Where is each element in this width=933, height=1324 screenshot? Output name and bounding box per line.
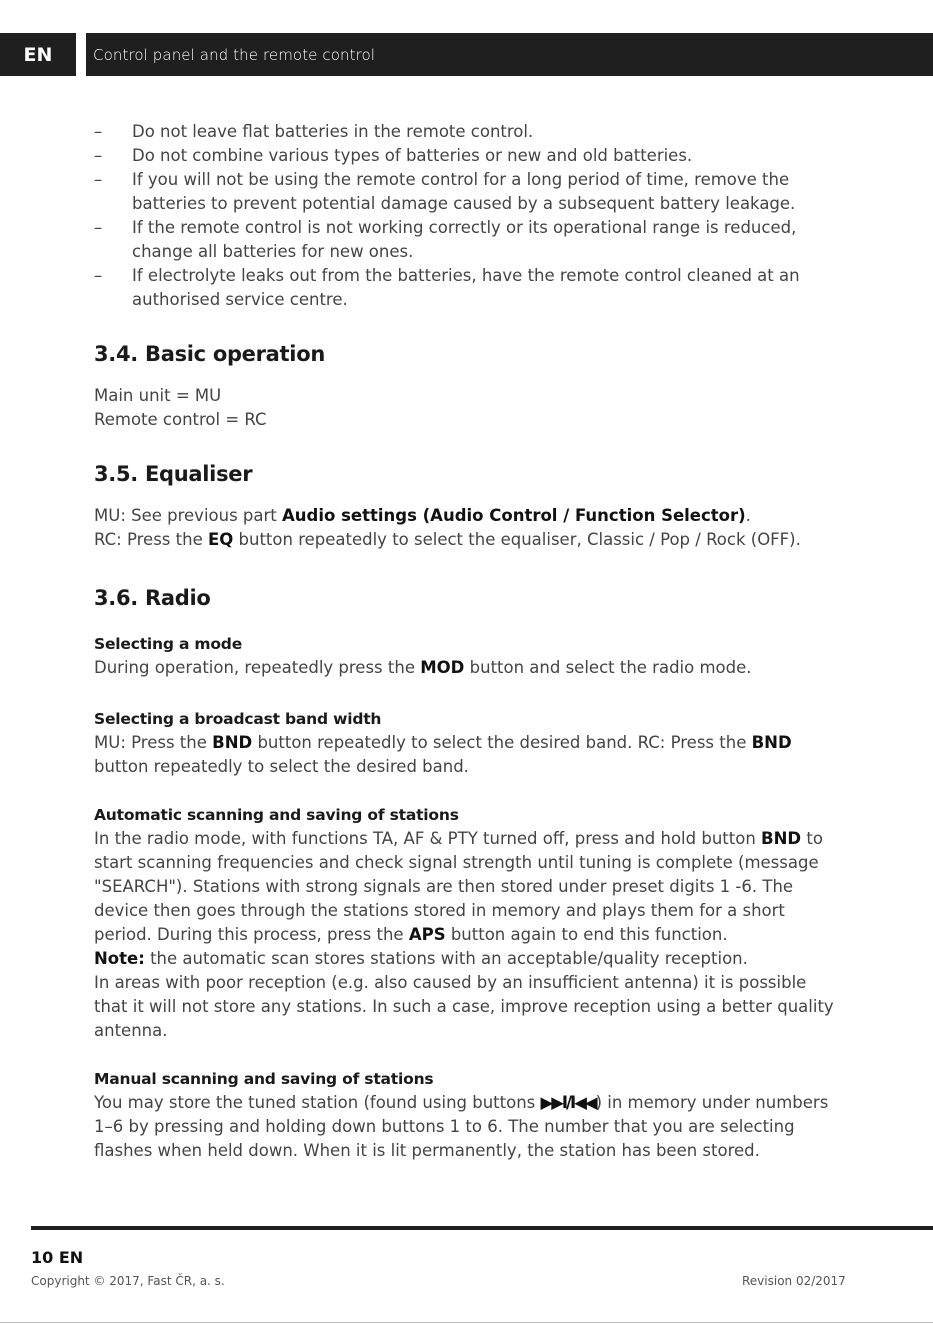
section-radio	[94, 586, 839, 1163]
subheading-band-width: Selecting a broadcast band width	[94, 710, 382, 728]
revision: Revision 02/2017	[742, 1274, 846, 1288]
equaliser-rc-text: RC: Press the EQ button repeatedly to select the equaliser, Classic / Pop / Rock (OFF).	[94, 530, 801, 549]
section-heading: 3.6. Radio	[94, 586, 211, 610]
bottom-rule	[0, 1322, 933, 1323]
header-title: Control panel and the remote control	[93, 46, 376, 64]
manual-scan-text: You may store the tuned station (found using buttons ▶▶I/I◀◀) in memory under numbers 1–6 by pressing and holding down buttons 1 to 6. The number that you are selecting flashes when held down. When it is lit permanently, the station has been stored.	[94, 1093, 829, 1160]
list-item: – If the remote control is not working correctly or its operational range is reduced, change all batteries for new ones.	[94, 218, 797, 261]
language-tab: EN	[0, 33, 86, 76]
section-heading: 3.4. Basic operation	[94, 342, 325, 366]
band-text: MU: Press the BND button repeatedly to select the desired band. RC: Press the BND button repeatedly to select the desired band.	[94, 733, 792, 776]
subheading-automatic-scanning: Automatic scanning and saving of stations	[94, 806, 459, 824]
page-number: 10 EN	[31, 1248, 84, 1267]
subheading-manual-scanning: Manual scanning and saving of stations	[94, 1070, 434, 1088]
list-item: – If electrolyte leaks out from the batteries, have the remote control cleaned at an authorised service centre.	[94, 266, 800, 309]
section-equaliser	[94, 462, 839, 552]
section-heading: 3.5. Equaliser	[94, 462, 253, 486]
list-item: – Do not combine various types of batteries or new and old batteries.	[94, 146, 693, 165]
page-content	[94, 120, 839, 1160]
section-basic-operation	[94, 342, 839, 432]
mode-text: During operation, repeatedly press the MOD button and select the radio mode.	[94, 658, 752, 677]
basic-line-rc: Remote control = RC	[94, 410, 267, 429]
list-item: – Do not leave flat batteries in the remote control.	[94, 122, 534, 141]
seek-buttons-icon: ▶▶I/I◀◀	[540, 1093, 596, 1112]
subheading-selecting-mode: Selecting a mode	[94, 635, 243, 653]
list-item: – If you will not be using the remote control for a long period of time, remove the batteries to prevent potential damage caused by a subsequent battery leakage.	[94, 170, 796, 213]
poor-reception-text: In areas with poor reception (e.g. also caused by an insufficient antenna) it is possible that it will not store any stations. In such a case, improve reception using a better quality antenna.	[94, 973, 834, 1040]
battery-warnings-list	[94, 120, 839, 312]
copyright: Copyright © 2017, Fast ČR, a. s.	[31, 1274, 225, 1288]
equaliser-mu-text: MU: See previous part Audio settings (Audio Control / Function Selector).	[94, 506, 751, 525]
auto-scan-text: In the radio mode, with functions TA, AF & PTY turned off, press and hold button BND to start scanning frequencies and check signal strength until tuning is complete (message "SEARCH"). Stations with strong signals are then stored under preset digits 1 -6. The device then goes through the stations stored in memory and plays them for a short period. During this process, press the APS button again to end this function.	[94, 829, 823, 944]
basic-line-mu: Main unit = MU	[94, 386, 222, 405]
note-text: Note: the automatic scan stores stations with an acceptable/quality reception.	[94, 949, 748, 968]
footer-rule	[31, 1226, 933, 1230]
